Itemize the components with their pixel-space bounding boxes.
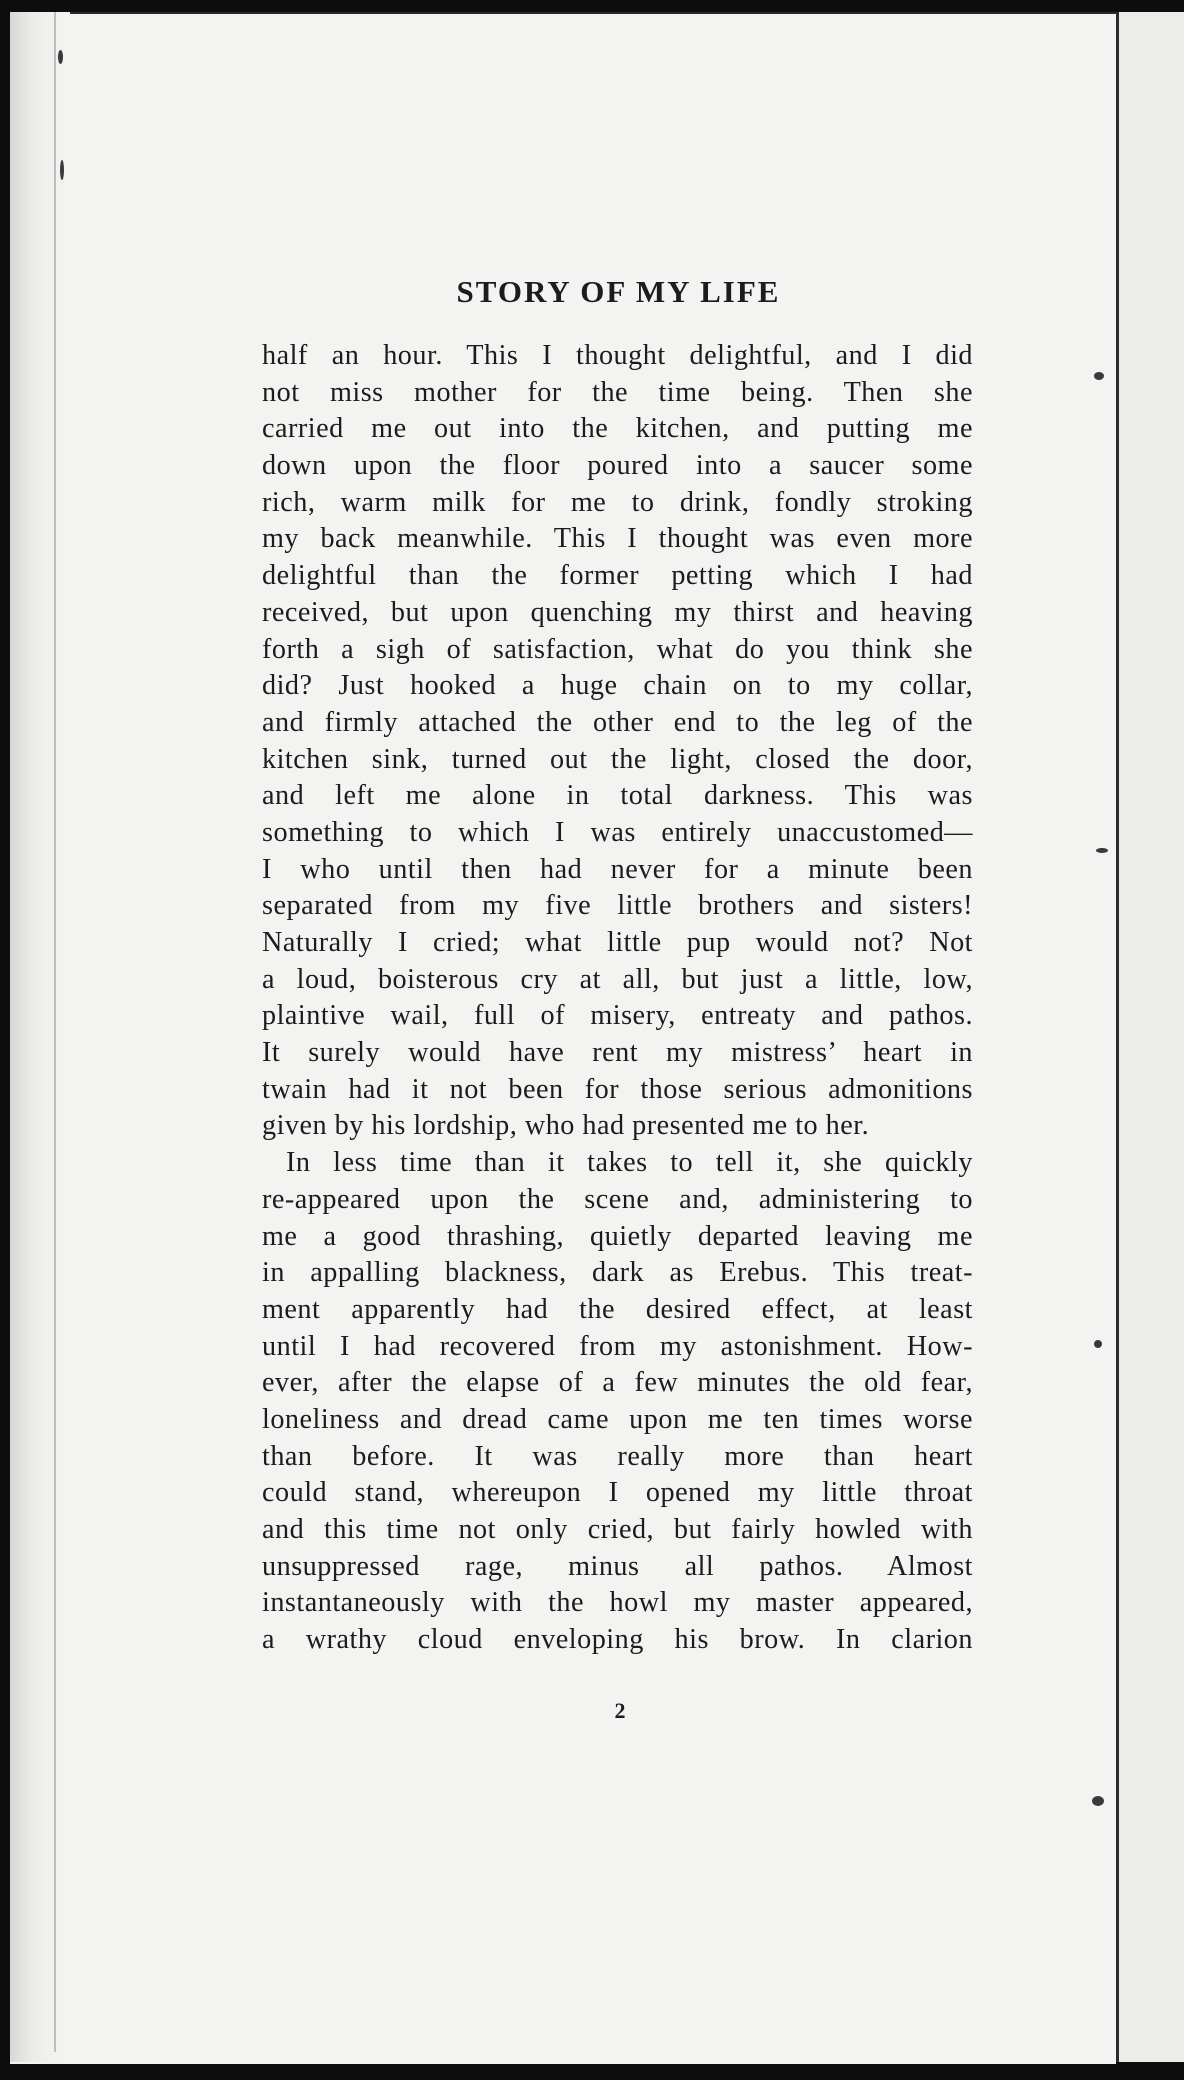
ink-speck [1092,1796,1104,1806]
text-line: I who until then had never for a minute been [262,853,973,885]
ink-speck [1094,372,1104,380]
text-line: forth a sigh of satisfaction, what do you think she [262,633,973,665]
text-line: delightful than the former petting which I had [262,560,973,592]
text-line: than before. It was really more than heart [262,1440,973,1472]
text-line: could stand, whereupon I opened my little throat [262,1477,973,1509]
text-line: carried me out into the kitchen, and putting me [262,413,973,445]
text-line: me a good thrashing, quietly departed leaving me [262,1220,973,1252]
text-line: re-appeared upon the scene and, administering to [262,1183,973,1215]
text-line: and firmly attached the other end to the leg of the [262,706,973,738]
text-line: twain had it not been for those serious admonitions [262,1073,973,1105]
text-line: down upon the floor poured into a saucer some [262,450,973,482]
text-line: In less time than it takes to tell it, she quickly [286,1147,973,1179]
text-line: plaintive wail, full of misery, entreaty and pathos. [262,1000,973,1032]
ink-speck [60,160,64,180]
text-line: my back meanwhile. This I thought was even more [262,523,973,555]
text-line: separated from my five little brothers and sisters! [262,890,973,922]
text-line: in appalling blackness, dark as Erebus. This treat- [262,1257,973,1289]
ink-speck [1096,848,1108,853]
text-line: not miss mother for the time being. Then she [262,376,973,408]
page-number: 2 [614,1698,626,1723]
text-line: unsuppressed rage, minus all pathos. Almost [262,1550,973,1582]
text-line: ment apparently had the desired effect, at least [262,1293,973,1325]
text-line: given by his lordship, who had presented me to her. [262,1110,870,1142]
binding-edge-line [54,12,56,2052]
text-line: until I had recovered from my astonishment. How- [262,1330,973,1362]
text-line: and this time not only cried, but fairly howled with [262,1514,973,1545]
text-line: ever, after the elapse of a few minutes the old fear, [262,1367,973,1399]
text-line: and left me alone in total darkness. This was [262,780,973,812]
running-head: STORY OF MY LIFE [456,274,781,309]
ink-speck [58,50,63,64]
binding-fold-shadow [10,12,70,2062]
text-line: received, but upon quenching my thirst and heaving [262,596,973,628]
text-line: Naturally I cried; what little pup would not? Not [262,927,973,958]
text-line: something to which I was entirely unaccustomed— [262,816,973,848]
text-line: a loud, boisterous cry at all, but just a little, low, [262,963,973,995]
text-line: rich, warm milk for me to drink, fondly stroking [262,486,973,518]
text-line: loneliness and dread came upon me ten times worse [262,1403,973,1435]
text-line: did? Just hooked a huge chain on to my collar, [262,670,973,702]
text-line: It surely would have rent my mistress’ heart in [262,1037,973,1069]
body-text [262,338,973,1659]
text-line: a wrathy cloud enveloping his brow. In clarion [262,1624,973,1656]
text-line: half an hour. This I thought delightful, and I did [262,340,973,371]
text-line: kitchen sink, turned out the light, closed the door, [262,743,973,775]
adjacent-page-strip [1116,12,1184,2062]
text-line: instantaneously with the howl my master appeared, [262,1587,973,1619]
ink-speck [1094,1340,1102,1348]
